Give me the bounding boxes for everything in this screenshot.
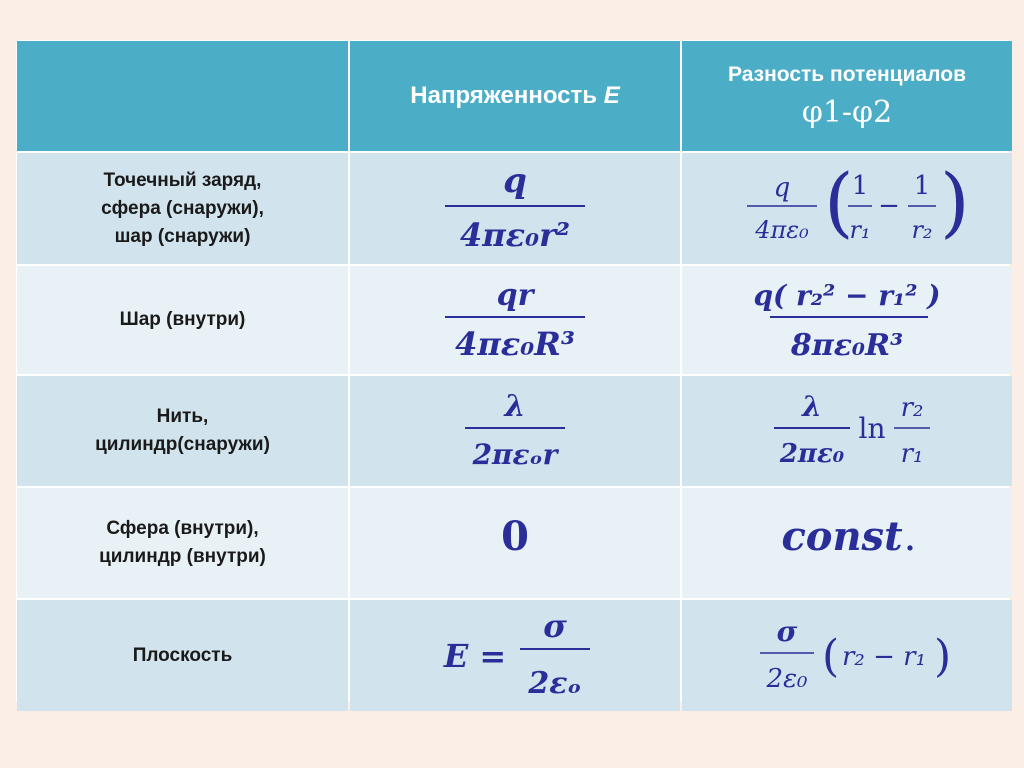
paren-right: ) [934,630,952,682]
formula-dphi-thread [682,376,1012,486]
const-dot: . [903,514,917,560]
formula-numerator: qr [496,278,534,313]
coef-numerator: λ [802,390,822,423]
header-field-strength-label: Напряженность [410,82,598,109]
formula-e-thread [350,376,680,486]
cell-e-thread [350,376,680,486]
formula-e-plane [350,601,680,711]
formula-denominator: 8πε₀R³ [790,328,904,363]
ln-function: ln [858,412,886,445]
row-label-point-charge: Точечный заряд, сфера (снаружи), шар (снаружи) [17,153,348,264]
cell-dphi-inside [682,488,1012,598]
term1-denominator: r₁ [849,215,871,244]
coef-denominator: 2πε₀ [779,439,845,469]
formula-dphi-inside [682,488,1012,598]
cell-e-inside [350,488,680,598]
const-value: const [781,513,903,560]
cell-e-point-charge [350,153,680,264]
header-empty-cell [17,41,348,151]
formula-numerator: q( r₂² − r₁² ) [753,279,941,312]
formula-denominator: 2εₒ [528,665,582,701]
row-label-ball-inside: Шар (внутри) [17,266,348,374]
term2-numerator: 1 [913,170,931,201]
cell-e-plane [350,600,680,711]
formula-dphi-ball-inside [682,265,1012,375]
cell-dphi-point-charge [682,153,1012,264]
coef-denominator: 4πε₀ [755,215,809,244]
formula-denominator: 2πεₒr [472,438,558,471]
difference-expression: r₂ − r₁ [841,641,927,672]
paren-left: ( [824,156,854,246]
cell-dphi-ball-inside [682,266,1012,374]
arg-numerator: r₂ [900,393,924,423]
formula-e-point-charge [350,154,680,264]
cell-dphi-thread [682,376,1012,486]
formula-numerator: σ [543,606,567,645]
term1-numerator: 1 [851,170,869,201]
formula-dphi-plane [682,601,1012,711]
row-label-plane: Плоскость [17,600,348,711]
coef-numerator: σ [776,614,798,648]
term2-denominator: r₂ [911,215,933,244]
row-label-sphere-cylinder-inside: Сфера (внутри), цилиндр (внутри) [17,488,348,598]
formula-denominator: 4πε₀r² [459,215,571,254]
coef-denominator: 2ε₀ [766,663,808,694]
header-field-strength [350,41,680,151]
zero-value: 0 [501,513,529,560]
formula-numerator: λ [504,389,526,424]
formula-dphi-point-charge [682,154,1012,264]
formula-e-inside [350,488,680,598]
paren-left: ( [822,630,840,682]
header-potential-difference-symbol: φ1-φ2 [801,94,893,130]
header-potential-difference [682,41,1012,151]
formula-e-ball-inside [350,265,680,375]
cell-e-ball-inside [350,266,680,374]
cell-dphi-plane [682,600,1012,711]
coef-numerator: q [773,172,791,203]
arg-denominator: r₁ [900,439,924,469]
formula-denominator: 4πε₀R³ [455,325,575,363]
formula-numerator: q [503,160,527,201]
lhs-e-equals: E = [443,636,507,675]
header-potential-difference-label: Разность потенциалов [728,62,966,86]
paren-right: ) [940,156,970,246]
minus-operator: − [878,190,900,221]
formula-table [16,40,1009,702]
row-label-thread-cylinder-outside: Нить, цилиндр(снаружи) [17,376,348,486]
header-field-strength-symbol: E [603,82,620,109]
